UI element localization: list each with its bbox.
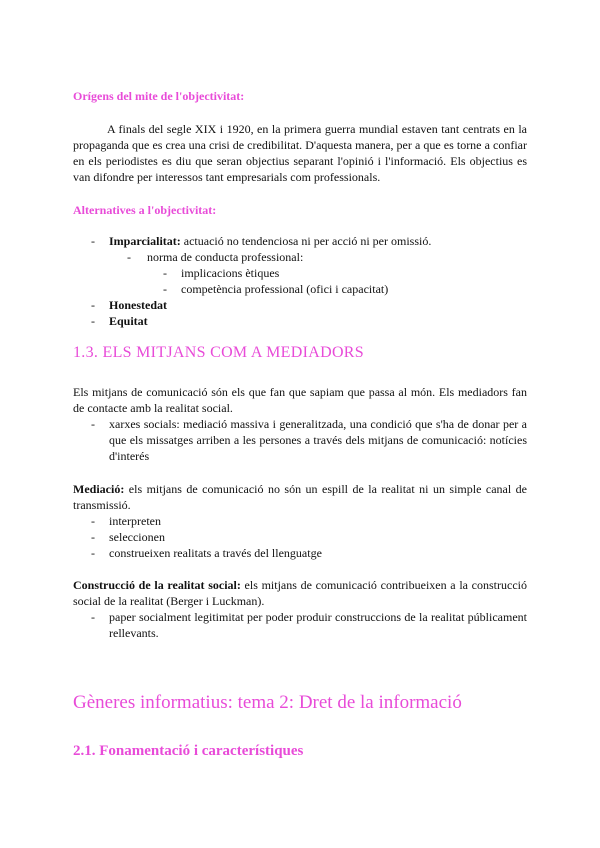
list-item (73, 233, 527, 249)
seleccionen-text: seleccionen (109, 530, 165, 544)
list-item (73, 513, 527, 529)
construccio-text: els mitjans de comunicació contribueixen a la construcció social de la realitat (Berger i Luckman). (73, 578, 527, 608)
honestedat-term: Honestedat (109, 298, 167, 312)
mediacio-list (73, 513, 527, 561)
mediacio-text: els mitjans de comunicació no són un espill de la realitat ni un simple canal de transmissió. (73, 482, 527, 512)
competencia-text: competència professional (ofici i capacitat) (181, 282, 389, 296)
paper-text: paper socialment legitimitat per poder produir construccions de la realitat públicament rellevants. (109, 610, 527, 640)
list-item (73, 416, 527, 464)
implicacions-text: implicacions ètiques (181, 266, 280, 280)
imparcialitat-text: actuació no tendenciosa ni per acció ni per omissió. (180, 234, 432, 248)
mitjans-intro: Els mitjans de comunicació són els que fan que sapiam que passa al món. Els mediadors fan de contacte amb la realitat social. (73, 385, 527, 415)
list-item (73, 313, 527, 329)
imparcialitat-term: Imparcialitat: (109, 234, 181, 248)
alternatives-list (73, 233, 527, 329)
construccio-list (73, 609, 527, 641)
mitjans-heading: 1.3. ELS MITJANS COM A MEDIADORS (73, 344, 364, 361)
list-item (73, 609, 527, 641)
origens-heading: Orígens del mite de l'objectivitat: (73, 89, 245, 103)
tema2-heading: Gèneres informatius: tema 2: Dret de la informació (73, 692, 462, 713)
list-item (73, 529, 527, 545)
xarxes-text: xarxes socials: mediació massiva i generalitzada, una condició que s'ha de donar per a que els missatges arriben a les persones a través dels mitjans de comunicació: notícies d'interés (109, 417, 527, 463)
interpreten-text: interpreten (109, 514, 161, 528)
origens-paragraph: A finals del segle XIX i 1920, en la primera guerra mundial estaven tant centrats en la propaganda que es crea una crisi de credibilitat. D'aquesta manera, per a que es torne a confiar en els periodistes es diu que seran objectius separant l'opinió i l'informació. Els objectius es van difondre per interessos tant empresarials com professionals. (73, 122, 527, 184)
list-item (73, 545, 527, 561)
xarxes-list (73, 416, 527, 464)
tema2-subheading: 2.1. Fonamentació i característiques (73, 743, 304, 759)
norma-text: norma de conducta professional: (147, 250, 304, 264)
list-item (73, 281, 527, 297)
list-item (73, 265, 527, 281)
mediacio-term: Mediació: (73, 482, 125, 496)
list-item (73, 297, 527, 313)
construeixen-text: construeixen realitats a través del llenguatge (109, 546, 322, 560)
list-item (73, 249, 527, 265)
equitat-term: Equitat (109, 314, 148, 328)
alternatives-heading: Alternatives a l'objectivitat: (73, 203, 217, 217)
construccio-paragraph (73, 577, 527, 609)
construccio-term: Construcció de la realitat social: (73, 578, 241, 592)
mediacio-paragraph (73, 481, 527, 513)
